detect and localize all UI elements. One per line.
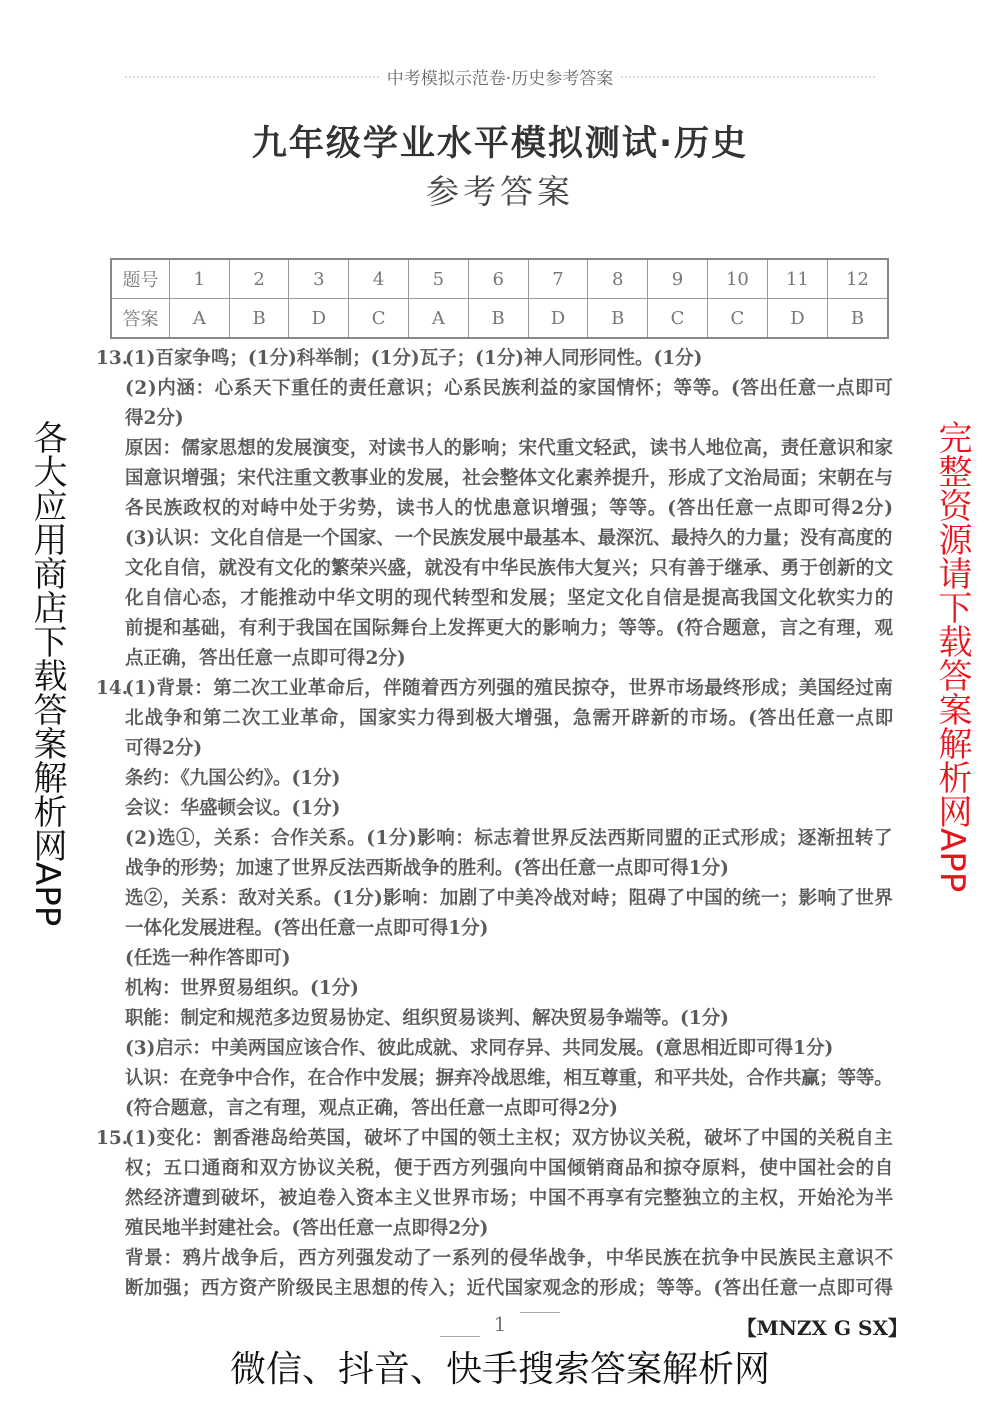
answer-cell: C	[707, 299, 767, 339]
answer-line	[125, 1034, 905, 1064]
answer-cell: A	[409, 299, 469, 339]
answer-text: 殖民地半封建社会。(答出任意一点即得2分)	[125, 1218, 489, 1239]
answer-line	[125, 524, 905, 554]
question-number-cell: 4	[349, 259, 409, 299]
answer-row	[111, 299, 888, 339]
answer-line	[125, 1214, 905, 1244]
question-number: 13.	[96, 348, 129, 369]
answer-cell: B	[229, 299, 289, 339]
answer-line	[125, 434, 905, 464]
answer-text: 原因：儒家思想的发展演变，对读书人的影响；宋代重文轻武，读书人地位高，责任意识和家	[125, 438, 894, 459]
answer-line	[125, 764, 905, 794]
watermark-center: 完整资源请下载答案解析网APP	[932, 420, 972, 893]
answer-text: 得2分)	[125, 408, 184, 429]
answer-text: 一体化发展进程。(答出任意一点即可得1分)	[125, 918, 489, 939]
running-header	[0, 64, 1000, 89]
question-number-cell: 1	[169, 259, 229, 299]
question-number-cell: 7	[528, 259, 588, 299]
answer-text: 可得2分)	[125, 738, 203, 759]
question-number-cell: 11	[767, 259, 827, 299]
answer-cell: C	[648, 299, 708, 339]
question-number-cell: 2	[229, 259, 289, 299]
answer-text: 背景：鸦片战争后，西方列强发动了一系列的侵华战争，中华民族在抗争中民族民主意识不	[125, 1248, 895, 1269]
question-number-cell: 8	[588, 259, 648, 299]
watermark-bottom-right: 微信、抖音、快手搜索答案解析网	[229, 1349, 770, 1390]
answer-line	[125, 374, 905, 404]
answer-line	[96, 1124, 905, 1154]
running-title: 中考模拟示范卷·历史参考答案	[381, 69, 619, 89]
answer-cell: D	[289, 299, 349, 339]
answer-line	[125, 1064, 905, 1094]
answer-text: 国意识增强；宋代注重文教事业的发展，社会整体文化素养提升，形成了文治局面；宋朝在与	[125, 468, 894, 489]
answer-cell: C	[349, 299, 409, 339]
answer-cell: A	[169, 299, 229, 339]
page-title: 九年级学业水平模拟测试·历史	[251, 124, 749, 164]
answer-cell: D	[528, 299, 588, 339]
answer-table	[110, 258, 889, 339]
answer-line	[125, 704, 905, 734]
answer-line	[125, 494, 905, 524]
answer-text: 职能：制定和规范多边贸易协定、组织贸易谈判、解决贸易争端等。(1分)	[125, 1008, 729, 1029]
answer-text: 前提和基础，有利于我国在国际舞台上发挥更大的影响力；等等。(符合题意，言之有理，观	[125, 618, 894, 639]
answer-text: 文化自信，就没有文化的繁荣兴盛，就没有中华民族伟大复兴；只有善于继承、勇于创新的文	[125, 558, 894, 579]
question-number-row	[111, 259, 888, 299]
answer-line	[125, 1244, 905, 1274]
page-subtitle: 参考答案	[426, 172, 574, 211]
answer-text: 北战争和第二次工业革命，国家实力得到极大增强，急需开辟新的市场。(答出任意一点即	[125, 708, 895, 729]
answer-line	[125, 1184, 905, 1214]
watermark-top-left: 各大应用商店下载答案解析网APP	[27, 420, 67, 927]
answer-text: (符合题意，言之有理，观点正确，答出任意一点即可得2分)	[125, 1098, 618, 1119]
answer-text: 权；五口通商和双方协议关税，便于西方列强向中国倾销商品和掠夺原料，使中国社会的自	[125, 1158, 895, 1179]
answer-line	[125, 944, 905, 974]
answer-text: 会议：华盛顿会议。(1分)	[125, 798, 341, 819]
answer-line	[125, 914, 905, 944]
answer-text: 条约：《九国公约》。(1分)	[125, 768, 341, 789]
question-number-cell: 6	[468, 259, 528, 299]
question-number: 14.	[96, 678, 129, 699]
answer-text: 化自信心态，才能推动中华文明的现代转型和发展；坚定文化自信是提高我国文化软实力的	[125, 588, 895, 609]
row-label: 题号	[111, 259, 169, 299]
question-number-cell: 5	[409, 259, 469, 299]
question-number: 15.	[96, 1128, 129, 1149]
question-number-cell: 3	[289, 259, 349, 299]
answer-text: (2)选①，关系：合作关系。(1分)影响：标志着世界反法西斯同盟的正式形成；逐渐扭转了	[125, 828, 893, 849]
answer-text: (1)百家争鸣；(1分)科举制；(1分)瓦子；(1分)神人同形同性。(1分)	[125, 348, 703, 369]
answer-text: (2)内涵：心系天下重任的责任意识；心系民族利益的家国情怀；等等。(答出任意一点即可	[125, 378, 894, 399]
answer-line	[125, 644, 905, 674]
answer-line	[125, 734, 905, 764]
answer-line	[125, 554, 905, 584]
answer-text: (1)背景：第二次工业革命后，伴随着西方列强的殖民掠夺，世界市场最终形成；美国经过南	[125, 678, 894, 699]
answer-cell: B	[468, 299, 528, 339]
answer-line	[125, 974, 905, 1004]
answer-line	[125, 1274, 905, 1304]
answer-line	[125, 614, 905, 644]
answer-line	[125, 854, 905, 884]
answer-line	[125, 404, 905, 434]
answer-line	[125, 584, 905, 614]
answer-text: 机构：世界贸易组织。(1分)	[125, 978, 359, 999]
answer-text: 战争的形势；加速了世界反法西斯战争的胜利。(答出任意一点即可得1分)	[125, 858, 729, 879]
page-number: 1	[440, 1312, 560, 1336]
row-label: 答案	[111, 299, 169, 339]
answer-cell: B	[588, 299, 648, 339]
answer-line	[96, 674, 905, 704]
answer-text: 选②，关系：敌对关系。(1分)影响：加剧了中美冷战对峙；阻碍了中国的统一；影响了世界	[125, 888, 894, 909]
answer-line	[125, 1094, 905, 1124]
question-number-cell: 9	[648, 259, 708, 299]
answer-text: (3)认识：文化自信是一个国家、一个民族发展中最基本、最深沉、最持久的力量；没有高度的	[125, 528, 893, 549]
answer-text: 认识：在竞争中合作，在合作中发展；摒弃冷战思维，相互尊重，和平共处，合作共赢；等等。	[125, 1068, 893, 1089]
answer-cell: D	[767, 299, 827, 339]
answer-line	[125, 464, 905, 494]
answer-text: (1)变化：割香港岛给英国，破坏了中国的领土主权；双方协议关税，破坏了中国的关税自主	[125, 1128, 894, 1149]
answer-line	[125, 1004, 905, 1034]
answer-line	[125, 824, 905, 854]
question-number-cell: 12	[827, 259, 888, 299]
answer-text: 然经济遭到破坏，被迫卷入资本主义世界市场；中国不再享有完整独立的主权，开始沦为半	[125, 1188, 895, 1209]
answer-line	[125, 884, 905, 914]
answer-line	[125, 1154, 905, 1184]
answer-text: 断加强；西方资产阶级民主思想的传入；近代国家观念的形成；等等。(答出任意一点即可得	[125, 1278, 894, 1299]
question-number-cell: 10	[707, 259, 767, 299]
answer-text: 点正确，答出任意一点即可得2分)	[125, 648, 406, 669]
document-code: 【MNZX G SX】	[736, 1316, 908, 1340]
answer-text: (任选一种作答即可)	[125, 948, 291, 969]
answer-text: (3)启示：中美两国应该合作、彼此成就、求同存异、共同发展。(意思相近即可得1分)	[125, 1038, 834, 1059]
answer-line	[125, 794, 905, 824]
answer-text: 各民族政权的对峙中处于劣势，读书人的忧患意识增强；等等。(答出任意一点即可得2分)	[125, 498, 894, 519]
answer-cell: B	[827, 299, 888, 339]
answer-line	[96, 344, 905, 374]
